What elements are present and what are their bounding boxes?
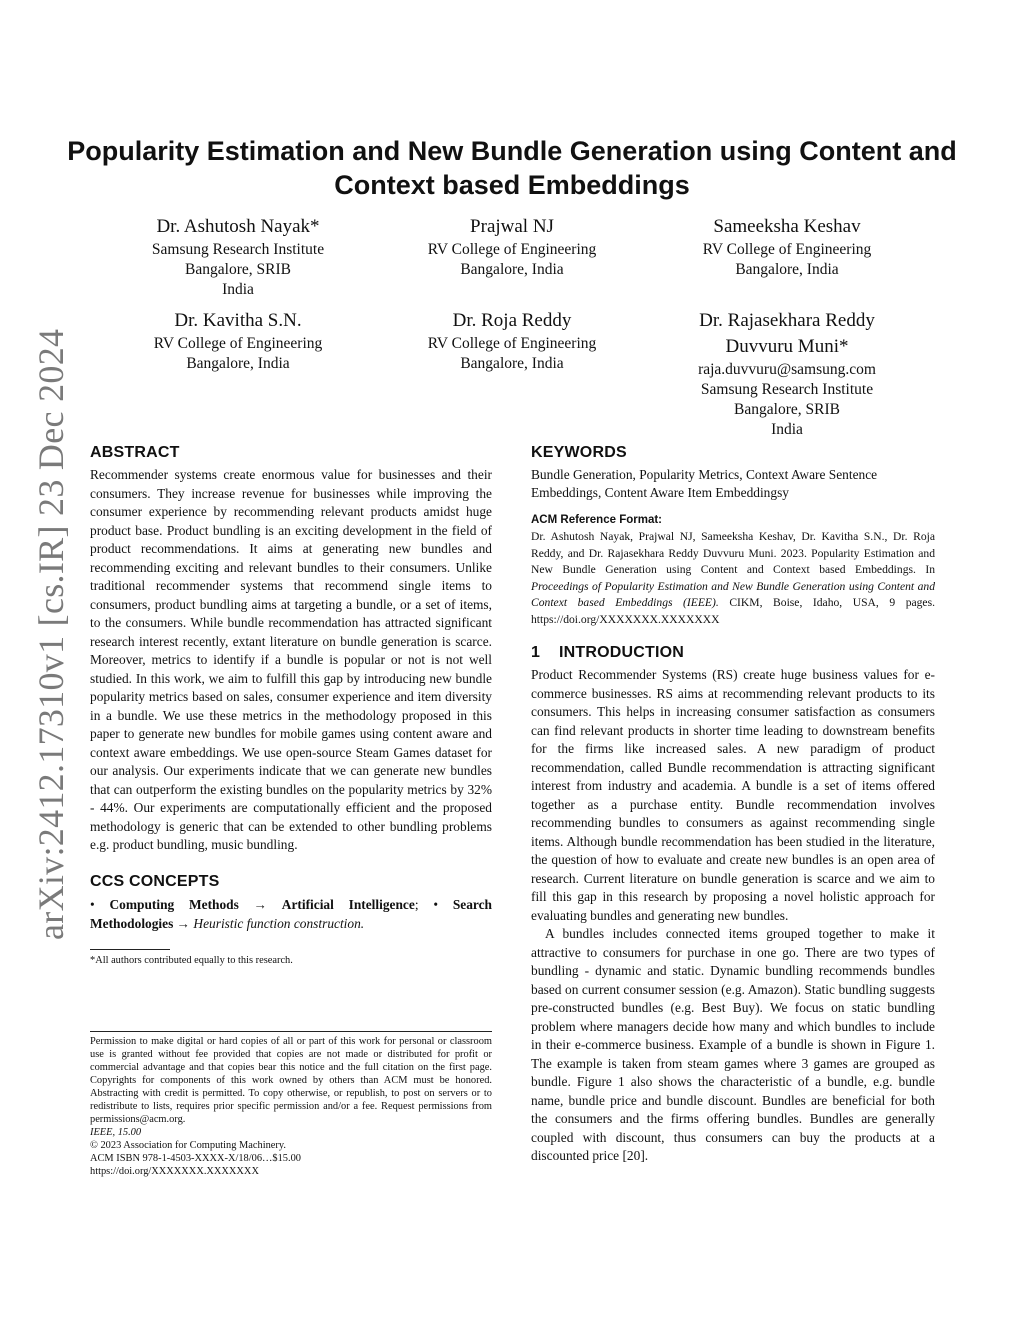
footnote: *All authors contributed equally to this research. [90,954,293,966]
author-location: Bangalore, SRIB [734,401,840,418]
section-number: 1 [531,644,541,661]
arxiv-identifier: arXiv:2412.17310v1 [cs.IR] 23 Dec 2024 [31,328,71,940]
author-name: Prajwal NJ [470,216,554,237]
author-block [108,308,368,374]
author-country: India [771,421,803,438]
acm-reference-heading: ACM Reference Format: [531,514,662,526]
author-block [657,214,917,280]
permission-divider [90,1031,492,1032]
acm-reference-text [531,529,935,628]
ccs-item: Heuristic function construction. [193,915,365,931]
author-location: Bangalore, SRIB [185,261,291,278]
author-country: India [222,281,254,298]
abstract-text: Recommender systems create enormous value for businesses and their consumers. They increase revenue for businesses while improving the consumer experience by recommending relevant products amidst huge product base. Product bundling is an exciting development in the field of product recommendations. It aims at generating new bundles and recommending exciting and relevant bundles to their consumers. Unlike traditional recommender systems that recommend single items to consumers, product bundling aims at targeting a bundle, or a set of items, to the consumers. While bundle recommendation has attracted significant research interest recently, extant literature on bundle generation is scarce. Moreover, metrics to identify if a bundle is popular or not is not well studied. In this work, we aim to fulfill this gap by introducing new bundle popularity metrics based on sales, consumer experience and item diversity in a bundle. We use these metrics in the methodology proposed in this paper to generate new bundles for mobile games using content aware and context aware embeddings. We use open-source Steam Games dataset for our analysis. Our experiments indicate that we can generate new bundles that can outperform the existing bundles on the popularity metrics by 32% - 44%. Our experiments are computationally efficient and the proposed methodology is generic that can be extended to other bundling problems e.g. product bundling, music bundling. [90,467,492,852]
abstract-heading: ABSTRACT [90,444,180,461]
author-name: Sameeksha Keshav [713,216,861,237]
acm-reference-location: CIKM, Boise, Idaho, USA, 9 pages. https://doi.org/XXXXXXX.XXXXXXX [531,596,935,626]
author-location: Bangalore, India [735,261,839,278]
author-affiliation: Samsung Research Institute [700,381,874,398]
author-affiliation: Samsung Research Institute [151,241,325,258]
author-block [657,308,917,440]
keywords-text: Bundle Generation, Popularity Metrics, Context Aware Sentence Embeddings, Content Aware Item Embeddingsy [531,467,878,500]
author-block [382,308,642,374]
intro-paragraph: Product Recommender Systems (RS) create huge business values for e-commerce businesses. RS aims at recommending relevant products to its consumers. This helps in increasing consumer satisfaction as consumers can find relevant products in shorter time leading to downstream benefits for the firms like increased sales. A new paradigm of product recommendation, called Bundle recommendation is attracting significant interest from industry and academia. A bundle is a set of items offered together as a purchase entity. Bundle recommendation involves recommending bundles to consumers as against recommending single items. Although bundle recommendation has been studied in the literature, the question of how to evaluate and create new bundles is an open area of research. Current literature on bundle generation is scarce and we aim to fill this gap in this research by proposing a novel holistic approach for evaluating bundles and generating new bundles. [531,667,935,923]
author-name: Dr. Roja Reddy [452,310,572,331]
intro-paragraph: A bundles includes connected items grouped together to make it attractive to consumers for purchase in one go. There are two types of bundling - dynamic and static. Dynamic bundling recommends bundles based on current consumer session (e.g. Amazon). Static bundling suggests pre-constructed bundles (e.g. Best Buy). We focus on static bundling problem where managers decide how many and which bundles to include in their e-commerce business. Example of a bundle is shown in Figure 1. The example is taken from steam games where 3 games are grouped as bundle. Figure 1 also shows the characteristic of a bundle, e.g. bundle name, bundle price and bundle discount. Bundles are beneficial for both the consumers and the firms offering bundles. Bundles are generally coupled with discount, thus consumers can buy the products at a discounted price [20]. [531,926,935,1163]
permission-text: Permission to make digital or hard copies of all or part of this work for personal or classroom use is granted without fee provided that copies are not made or distributed for profit or commercial advantage and that copies bear this notice and the full citation on the first page. Copyrights for components of this work owned by others than ACM must be honored. Abstracting with credit is permitted. To copy otherwise, or republish, to post on servers or to redistribute to lists, requires prior specific permission and/or a fee. Request permissions from permissions@acm.org. [90,1036,492,1125]
author-affiliation: RV College of Engineering [427,241,597,258]
permission-block [90,1031,492,1178]
ccs-heading: CCS CONCEPTS [90,872,220,890]
left-column [90,444,492,1177]
isbn: ACM ISBN 978-1-4503-XXXX-X/18/06…$15.00 [90,1153,301,1164]
author-location: Bangalore, India [186,355,290,372]
ccs-item: Computing Methods [109,896,239,912]
author-affiliation: RV College of Engineering [427,335,597,352]
ccs-concepts [90,895,492,933]
author-name: Dr. Ashutosh Nayak* [156,216,320,237]
author-affiliation: RV College of Engineering [702,241,872,258]
author-affiliation: RV College of Engineering [153,335,323,352]
author-email: raja.duvvuru@samsung.com [698,361,876,378]
ccs-separator: ; [414,896,419,912]
acm-reference-proceedings: Proceedings of Popularity Estimation and New Bundle Generation using Content and Context based Embeddings (IEEE). [531,579,935,609]
author-name: Dr. Rajasekhara Reddy Duvvuru Muni* [699,310,875,357]
keywords-heading: KEYWORDS [531,444,627,461]
doi-link[interactable]: https://doi.org/XXXXXXX.XXXXXXX [90,1166,259,1177]
author-location: Bangalore, India [460,355,564,372]
author-name: Dr. Kavitha S.N. [174,310,302,331]
ccs-item: Artificial Intelligence [281,896,415,912]
acm-reference-authors: Dr. Ashutosh Nayak, Prajwal NJ, Sameeksha Keshav, Dr. Kavitha S.N., Dr. Roja Reddy, and Dr. Rajasekhara Reddy Duvvuru Muni. 2023. Popularity Estimation and New Bundle Generation using Content and Context based Embeddings. In [531,530,935,576]
right-column [531,444,935,1166]
author-block [382,214,642,280]
author-block [108,214,368,300]
author-location: Bangalore, India [460,261,564,278]
copyright: © 2023 Association for Computing Machinery. [90,1140,286,1151]
section-title: INTRODUCTION [559,644,685,661]
paper-title: Popularity Estimation and New Bundle Generation using Content and Context based Embeddings [67,136,957,200]
footnote-divider [90,949,170,950]
arrow-icon: → [253,896,268,912]
arrow-icon: → [176,915,191,931]
intro-heading [531,644,935,662]
venue: IEEE, 15.00 [90,1127,142,1138]
ccs-item: Search Methodologies [90,896,492,931]
ccs-bullet: • [433,896,439,912]
ccs-bullet: • [90,896,95,912]
